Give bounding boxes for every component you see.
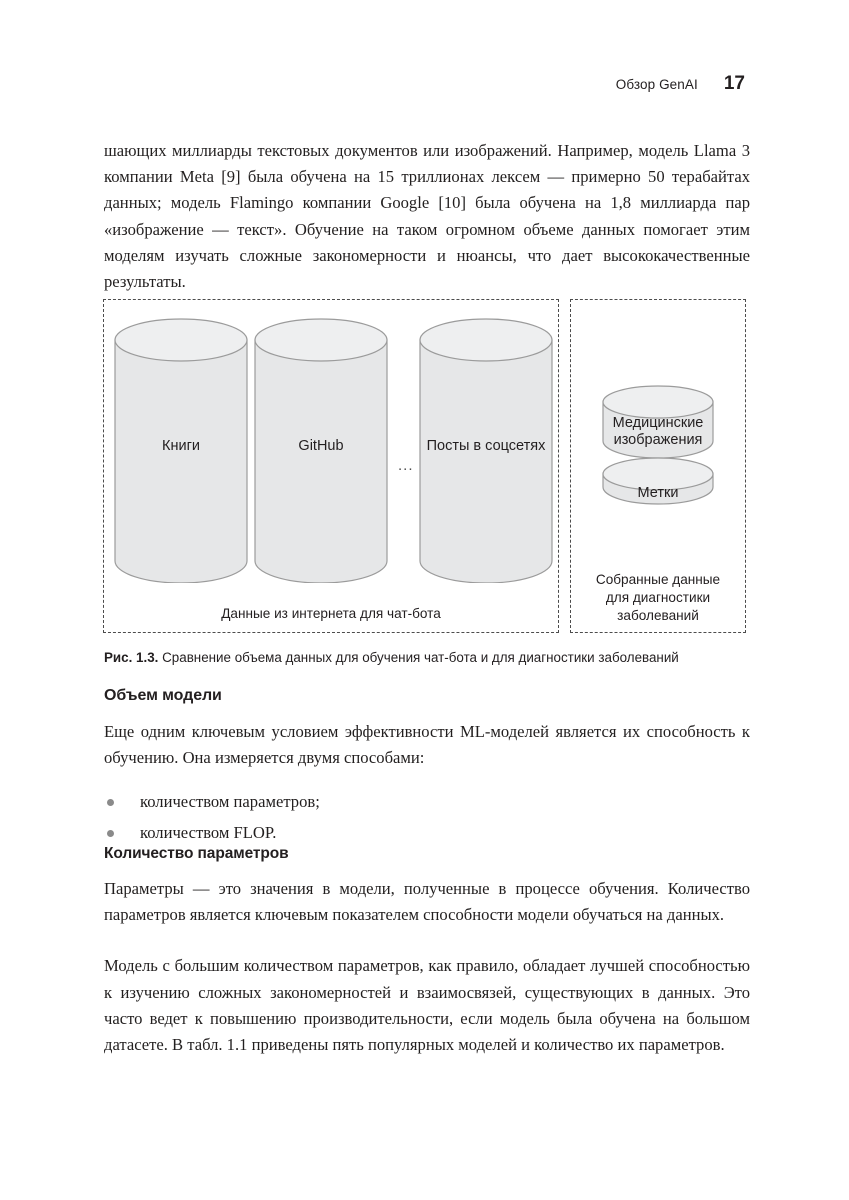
cylinder-social-posts-label: Посты в соцсетях (426, 438, 546, 454)
paragraph-params-definition: Параметры — это значения в модели, полученные в процессе обучения. Количество параметров является ключевым показателем способности модели обучаться на данных. (104, 879, 750, 925)
cylinder-books-label: Книги (162, 438, 200, 454)
bullet-icon (107, 830, 114, 837)
figure-caption-text: Сравнение объема данных для обучения чат-бота и для диагностики заболеваний (162, 650, 679, 665)
cylinder-medical-images (602, 385, 714, 460)
cylinder-github (254, 318, 388, 583)
section-model-size (104, 687, 750, 851)
cylinder-labels-label: Метки (637, 485, 679, 501)
ellipsis-separator: ... (398, 457, 414, 474)
paragraph-intro: шающих миллиарды текстовых документов или изображений. Например, модель Llama 3 компании Meta [9] была обучена на 15 триллионах лексем — примерно 50 терабайтах данных; модель Flamingo компании Google [10] была обучена на 1,8 миллиарда пар «изображение — текст». Обучение на таком огромном объеме данных помогает этим моделям изучать сложные закономерности и нюансы, что дает высококачественные результаты. (104, 141, 750, 292)
paragraph-model-size-intro: Еще одним ключевым условием эффективности ML-моделей является их способность к обучению. Она измеряется двумя способами: (104, 722, 750, 768)
figure-1-3 (103, 299, 746, 633)
bullet-icon (107, 799, 114, 806)
section-param-count (104, 845, 750, 1058)
figure-caption (104, 649, 750, 667)
figure-caption-number: Рис. 1.3. (104, 650, 159, 665)
page-number: 17 (723, 73, 745, 94)
intro-block (104, 138, 750, 295)
cylinder-medical-images-label-line1: Медицинские (612, 415, 704, 431)
right-panel-caption-line3: заболеваний (617, 608, 699, 623)
heading-model-size: Объем модели (104, 687, 222, 704)
cylinder-github-shape (254, 318, 388, 583)
right-panel-caption-line1: Собранные данные (595, 572, 721, 587)
cylinder-social-posts-shape (419, 318, 553, 583)
cylinder-labels (602, 457, 714, 517)
running-head (616, 73, 745, 95)
right-panel-caption (570, 571, 746, 625)
list-item (104, 820, 750, 846)
cylinder-social-posts (419, 318, 553, 583)
right-panel-caption-line2: для диагностики (605, 590, 711, 605)
list-item (104, 789, 750, 815)
chapter-title: Обзор GenAI (615, 77, 698, 92)
left-panel-caption: Данные из интернета для чат-бота (221, 606, 441, 621)
measurement-list (104, 789, 750, 846)
list-item-label: количеством FLOP. (140, 823, 277, 843)
cylinder-medical-images-shape (602, 385, 714, 460)
heading-param-count: Количество параметров (104, 845, 289, 862)
list-item-label: количеством параметров; (140, 792, 320, 812)
cylinder-books (114, 318, 248, 583)
cylinder-medical-images-label-line2: изображения (613, 432, 703, 448)
cylinder-books-shape (114, 318, 248, 583)
cylinder-labels-shape (602, 457, 714, 517)
paragraph-params-more: Модель с большим количеством параметров, как правило, обладает лучшей способностью к изучению сложных закономерностей и взаимосвязей, существующих в данных. Это часто ведет к повышению производительности, если модель была обучена на большом датасете. В табл. 1.1 приведены пять популярных моделей и количество их параметров. (104, 956, 750, 1055)
cylinder-github-label: GitHub (298, 438, 344, 454)
